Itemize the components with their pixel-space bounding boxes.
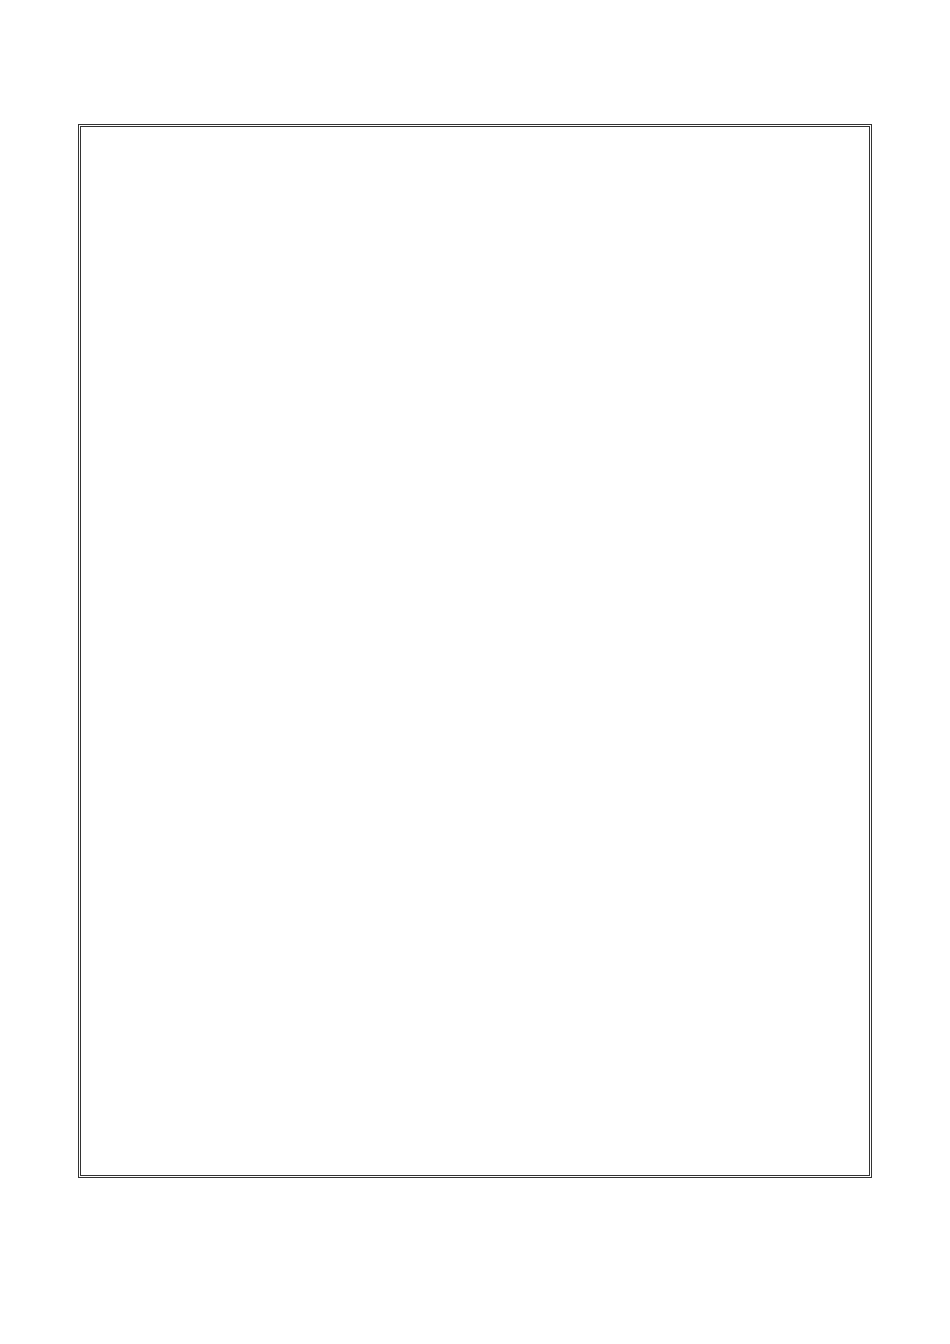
chapter-heading	[82, 133, 872, 263]
document-frame	[78, 124, 872, 1178]
document-content	[82, 133, 872, 263]
